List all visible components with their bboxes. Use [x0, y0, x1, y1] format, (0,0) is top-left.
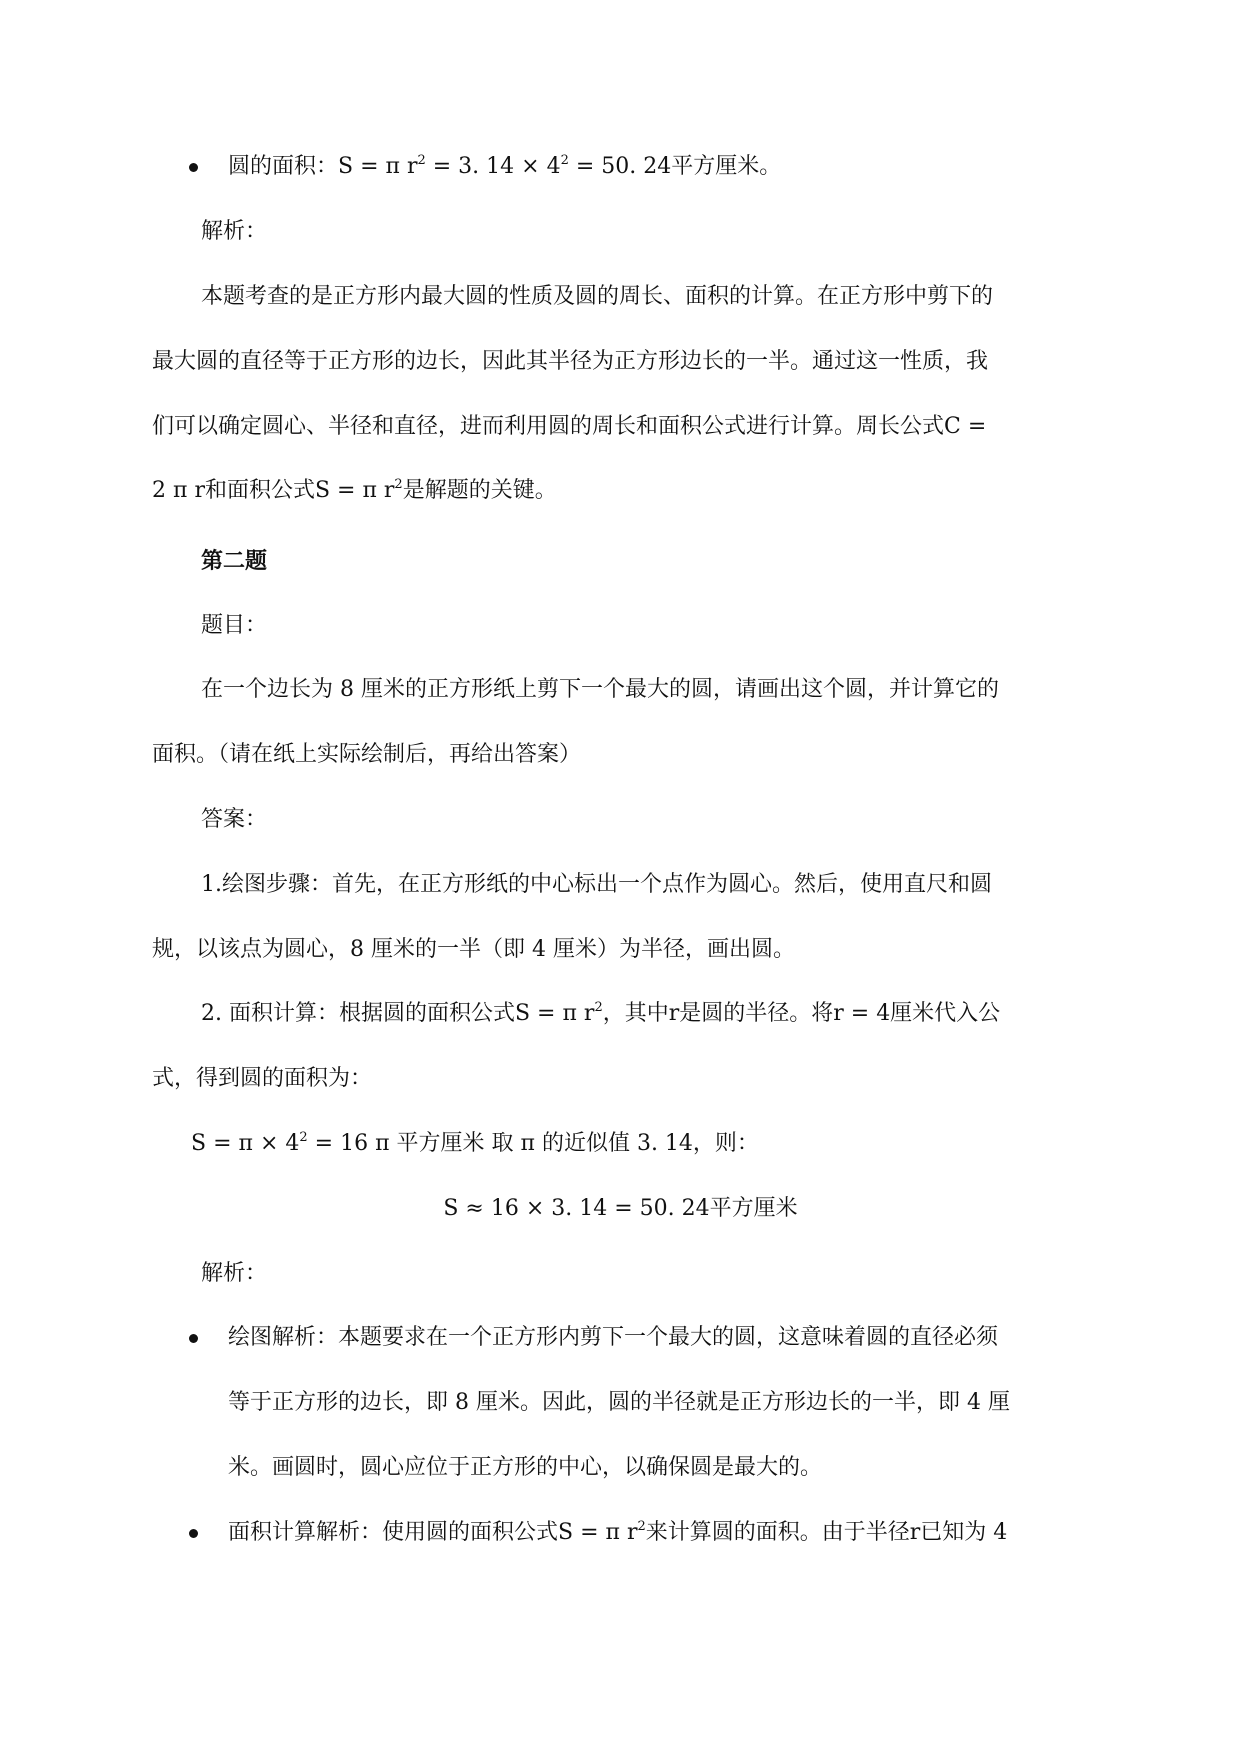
analysis-label: 解析： [201, 219, 268, 244]
step-paragraph-line: 式，得到圆的面积为： [152, 1066, 373, 1091]
answer-label: 答案： [201, 807, 268, 832]
superscript: 2 [560, 153, 569, 168]
analysis-paragraph-line: 本题考查的是正方形内最大圆的性质及圆的周长、面积的计算。在正方形中剪下的 [201, 284, 994, 309]
superscript: 2 [299, 1130, 308, 1145]
superscript: 2 [417, 153, 426, 168]
superscript: 2 [394, 477, 403, 492]
bullet-dot [189, 1334, 198, 1343]
text-segment: 是解题的关键。 [402, 478, 557, 503]
text-segment: S = π × 4 [191, 1131, 300, 1156]
bullet-paragraph-line: 绘图解析：本题要求在一个正方形内剪下一个最大的圆，这意味着圆的直径必须 [228, 1325, 999, 1350]
text-segment: 来计算圆的面积。由于半径r已知为 4 [645, 1520, 1008, 1545]
analysis-label: 解析： [201, 1261, 268, 1286]
analysis-paragraph-line: 们可以确定圆心、半径和直径，进而利用圆的周长和面积公式进行计算。周长公式C = [152, 414, 987, 439]
bullet-paragraph-line [228, 1518, 1007, 1548]
formula-centered: S ≈ 16 × 3. 14 = 50. 24平方厘米 [443, 1196, 798, 1221]
formula-line [191, 1129, 759, 1159]
question-label: 题目： [201, 613, 268, 638]
text-segment: = 16 π 平方厘米 取 π 的近似值 3. 14，则： [307, 1131, 759, 1156]
text-segment: = 3. 14 × 4 [425, 154, 561, 179]
bullet-dot [189, 163, 198, 172]
step-paragraph-line [201, 999, 1000, 1029]
area-formula-line [228, 152, 781, 182]
step-paragraph-line: 规，以该点为圆心，8 厘米的一半（即 4 厘米）为半径，画出圆。 [152, 937, 795, 962]
text-segment: 圆的面积：S = π r [228, 154, 418, 179]
text-segment: 2 π r和面积公式S = π r [152, 478, 395, 503]
step-paragraph-line: 1.绘图步骤：首先，在正方形纸的中心标出一个点作为圆心。然后，使用直尺和圆 [201, 872, 992, 897]
question-paragraph-line: 在一个边长为 8 厘米的正方形纸上剪下一个最大的圆，请画出这个圆，并计算它的 [201, 677, 999, 702]
text-segment: = 50. 24平方厘米。 [568, 154, 782, 179]
text-segment: 2. 面积计算：根据圆的面积公式S = π r [201, 1001, 595, 1026]
analysis-paragraph-line: 最大圆的直径等于正方形的边长，因此其半径为正方形边长的一半。通过这一性质，我 [152, 349, 989, 374]
question-paragraph-line: 面积。（请在纸上实际绘制后，再给出答案） [152, 742, 582, 767]
text-segment: ，其中r是圆的半径。将r = 4厘米代入公 [602, 1001, 1001, 1026]
text-segment: 面积计算解析：使用圆的面积公式S = π r [228, 1520, 638, 1545]
section-heading: 第二题 [201, 548, 268, 574]
superscript: 2 [637, 1519, 646, 1534]
bullet-dot [189, 1529, 198, 1538]
bullet-paragraph-line: 米。画圆时，圆心应位于正方形的中心，以确保圆是最大的。 [228, 1455, 823, 1480]
analysis-paragraph-line [152, 476, 557, 506]
superscript: 2 [594, 1000, 603, 1015]
bullet-paragraph-line: 等于正方形的边长，即 8 厘米。因此，圆的半径就是正方形边长的一半，即 4 厘 [228, 1390, 1010, 1415]
